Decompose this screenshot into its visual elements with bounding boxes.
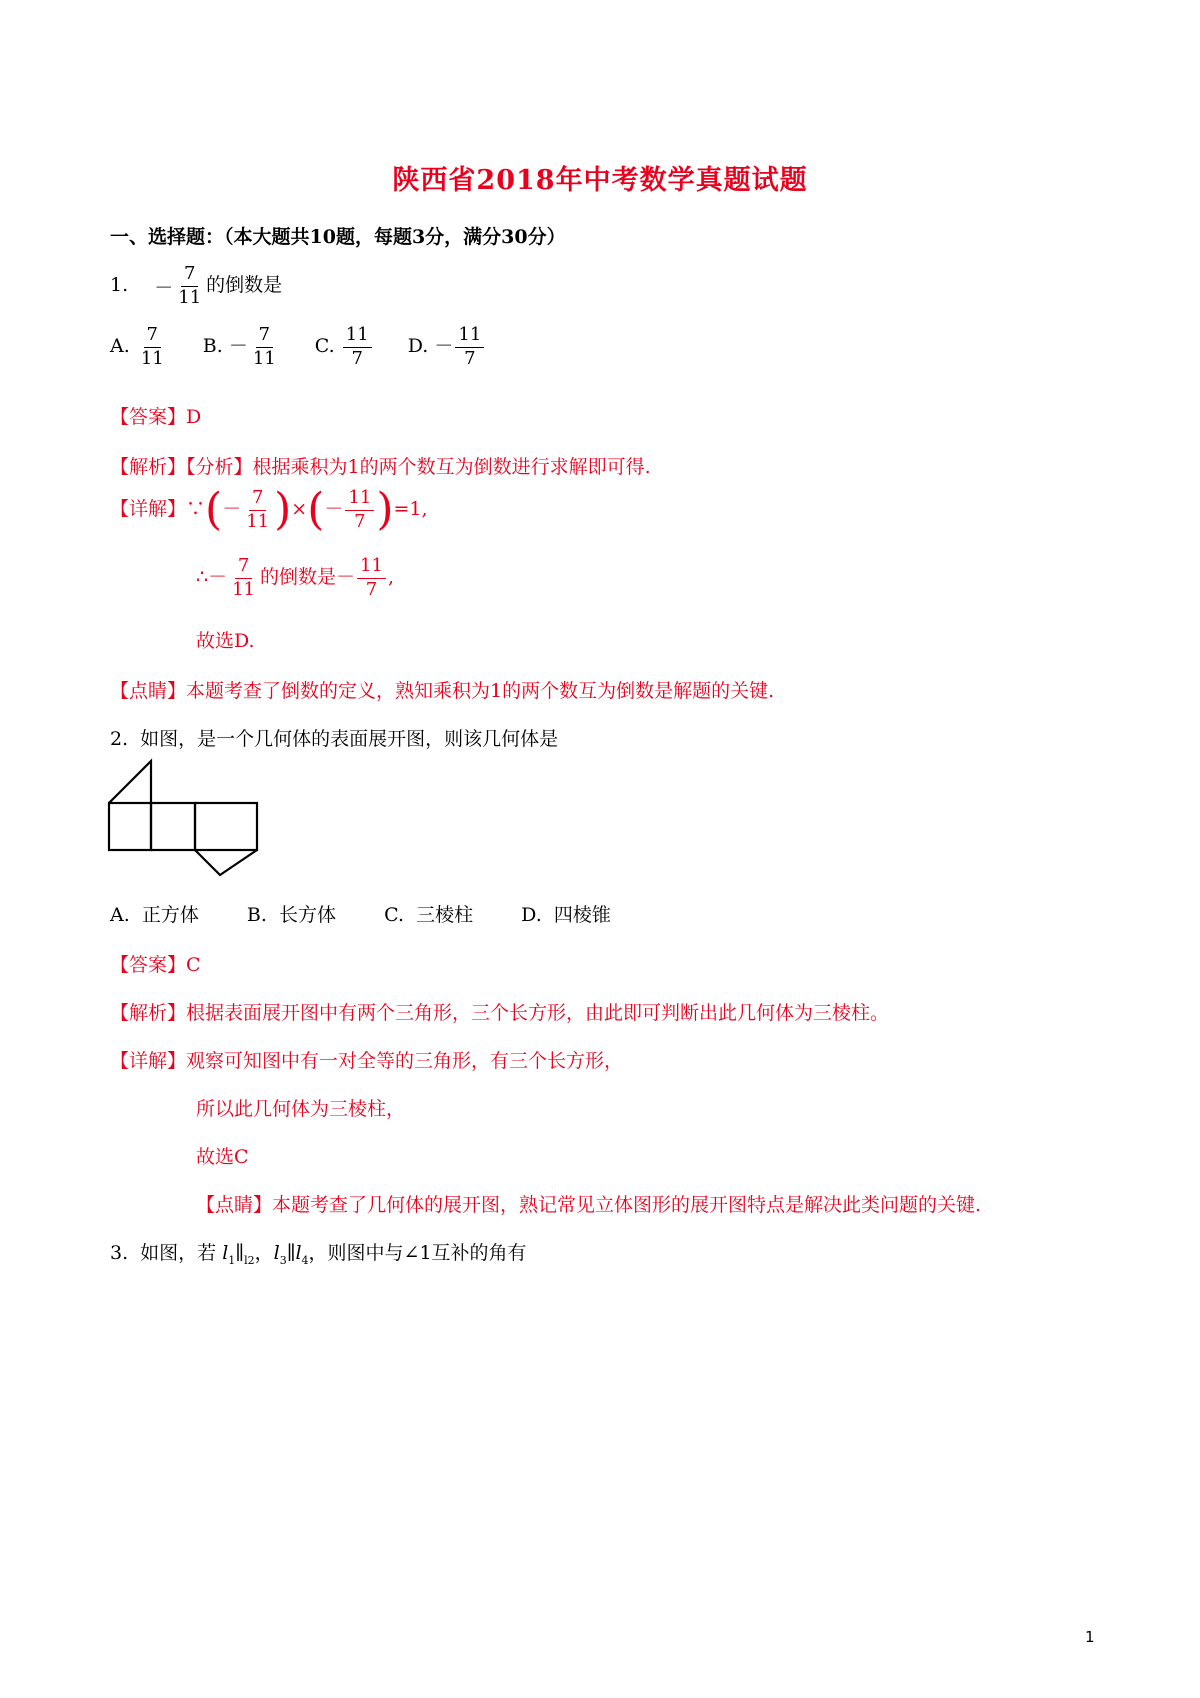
question-2-options xyxy=(110,900,639,927)
question-3-stem: 3. 如图，若 $l_1\parallel_{l2}$，$l_3\parallel l_4$，则图中与∠1互补的角有 xyxy=(110,1242,527,1267)
question-2-detail-2: 所以此几何体为三棱柱， xyxy=(196,1098,406,1120)
question-1-stem xyxy=(110,264,282,308)
option-a: A. $\frac{7}{11}$ xyxy=(110,324,164,369)
option-c: C. $\frac{11}{7}$ xyxy=(315,325,374,369)
triangle-face-top xyxy=(109,761,151,803)
question-1-analysis: 【解析】【分析】根据乘积为1的两个数互为倒数进行求解即可得. xyxy=(110,456,651,478)
page-number: 1 xyxy=(1085,1628,1095,1646)
option-b: B. 长方体 xyxy=(246,904,337,926)
option-c: C. 三棱柱 xyxy=(384,904,474,926)
rectangle-face-1 xyxy=(109,803,151,850)
question-2-comment: 【点睛】本题考查了几何体的展开图，熟记常见立体图形的展开图特点是解决此类问题的关键. xyxy=(196,1194,982,1216)
option-a: A. 正方体 xyxy=(110,904,199,926)
option-d: D. － $\frac{11}{7}$ xyxy=(408,325,487,369)
question-number: 1. xyxy=(110,274,129,297)
triangle-face-bottom xyxy=(195,850,257,875)
question-1-answer: 【答案】D xyxy=(110,406,202,428)
question-1-comment: 【点睛】本题考查了倒数的定义，熟知乘积为1的两个数互为倒数是解题的关键. xyxy=(110,680,775,702)
stem-text: 的倒数是 xyxy=(206,274,283,297)
minus-sign: － xyxy=(154,276,174,299)
question-2-answer: 【答案】C xyxy=(110,954,201,976)
question-1-options xyxy=(110,325,514,369)
question-2-stem: 2. 如图，是一个几何体的表面展开图，则该几何体是 xyxy=(110,728,559,750)
question-2-analysis: 【解析】根据表面展开图中有两个三角形，三个长方形，由此即可判断出此几何体为三棱柱。 xyxy=(110,1002,890,1024)
page-title: 陕西省2018年中考数学真题试题 xyxy=(392,165,808,196)
question-1-choice: 故选D. xyxy=(196,630,255,652)
question-1-detail-2: ∴－ $\frac{7}{11}$ 的倒数是－ $\frac{11}{7}$ , xyxy=(196,555,394,600)
option-b: B. － $\frac{7}{11}$ xyxy=(202,324,276,369)
rectangle-face-2 xyxy=(151,803,195,850)
prism-net-figure xyxy=(105,758,265,888)
rectangle-face-3 xyxy=(195,803,257,850)
question-1-detail-1: 【详解】∵(－ $\frac{7}{11}$ )×(－ $\frac{11}{7}$ )=1, xyxy=(110,484,428,536)
question-2-choice: 故选C xyxy=(196,1146,249,1168)
question-2-detail-1: 【详解】观察可知图中有一对全等的三角形，有三个长方形， xyxy=(110,1050,624,1072)
option-d: D. 四棱锥 xyxy=(521,904,611,926)
fraction: $\frac{7}{11}$ xyxy=(178,263,202,308)
section-heading: 一、选择题：（本大题共10题，每题3分，满分30分） xyxy=(110,226,566,248)
